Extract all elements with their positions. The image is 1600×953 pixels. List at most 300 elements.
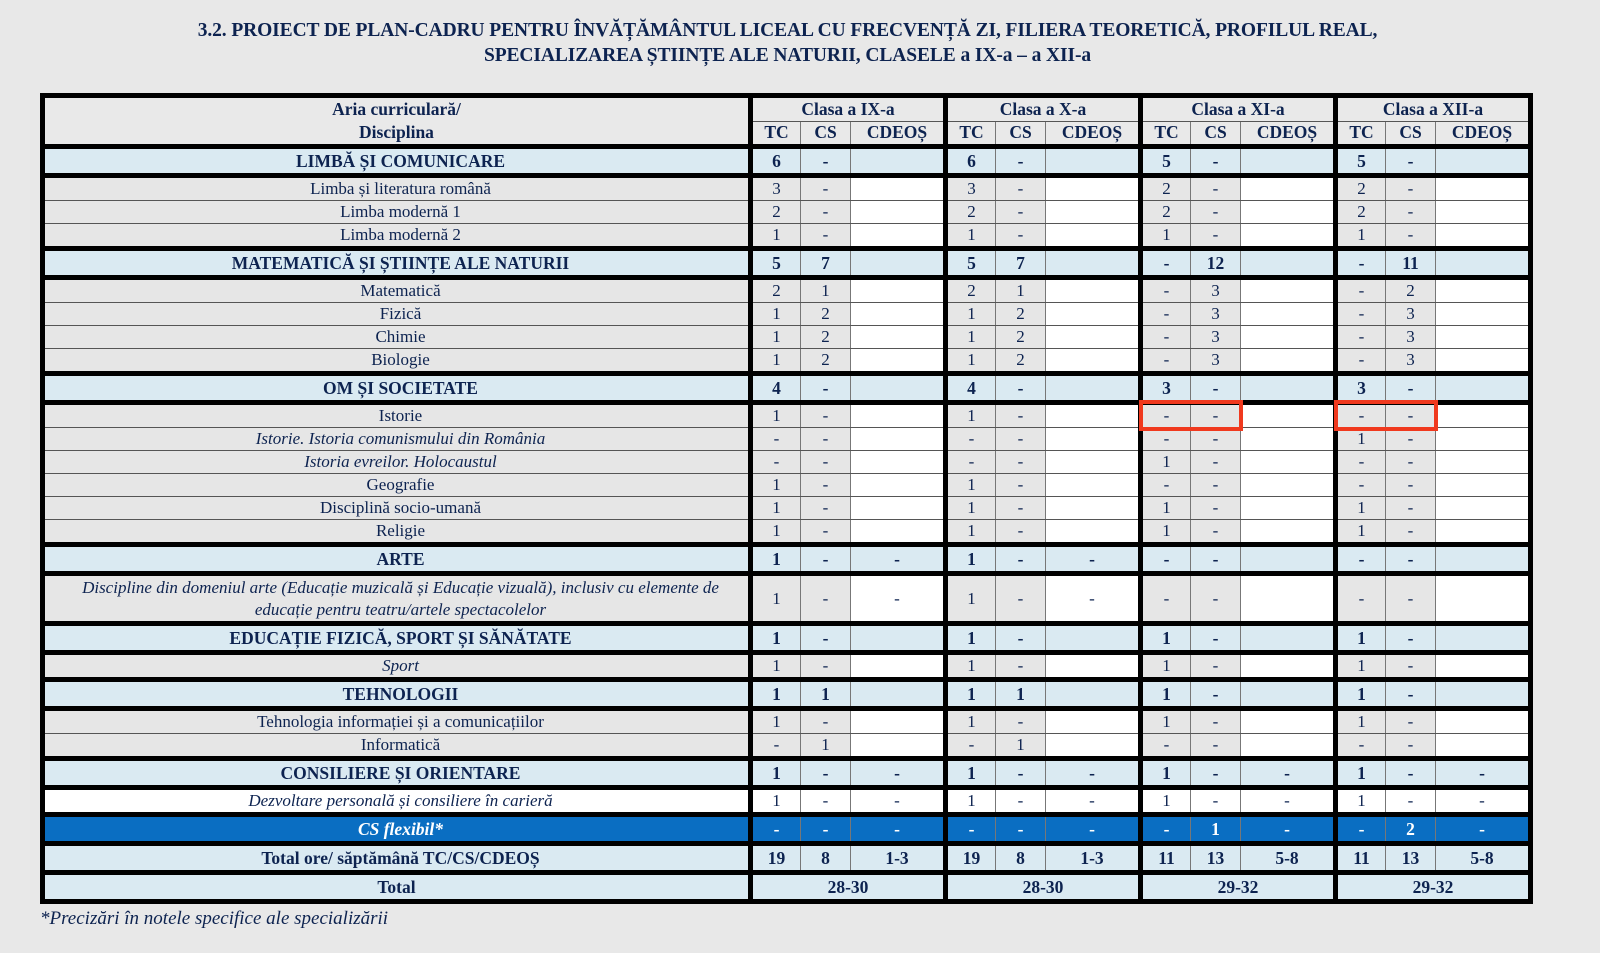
cell-ix-cs: 1 — [801, 680, 851, 709]
cell-xii-tc: - — [1336, 326, 1386, 349]
cell-xi-tc: - — [1141, 349, 1191, 374]
cell-xi-cdeos — [1241, 520, 1336, 545]
cell-x-cdeos: 1-3 — [1046, 844, 1141, 873]
cell-ix-cs: 2 — [801, 326, 851, 349]
header-area-discipline — [43, 96, 751, 147]
cell-ix-tc: 2 — [751, 201, 801, 224]
cell-ix-cs: - — [801, 497, 851, 520]
cell-ix-cdeos: 1-3 — [851, 844, 946, 873]
cell-xii-cdeos — [1436, 428, 1531, 451]
cell-ix-tc: 1 — [751, 759, 801, 788]
cell-ix-tc: 1 — [751, 520, 801, 545]
cell-ix-cs: 7 — [801, 249, 851, 278]
cell-ix-cdeos — [851, 224, 946, 249]
cell-ix-cs: - — [801, 176, 851, 201]
cell-xii-cs: - — [1386, 176, 1436, 201]
cell-xii-cdeos — [1436, 249, 1531, 278]
cell-x-cdeos — [1046, 428, 1141, 451]
subject-row — [43, 201, 1531, 224]
cell-ix-tc: 1 — [751, 497, 801, 520]
cell-ix-cs: - — [801, 574, 851, 624]
cell-xii-cs: - — [1386, 147, 1436, 176]
cell-xii-cdeos — [1436, 497, 1531, 520]
cell-xi-cs: - — [1191, 759, 1241, 788]
cell-x-tc: 1 — [946, 680, 996, 709]
cell-x-cdeos — [1046, 201, 1141, 224]
cell-ix-cs: - — [801, 545, 851, 574]
cell-xi-cdeos — [1241, 680, 1336, 709]
discipline-name: Geografie — [43, 474, 751, 497]
header-class-xi: Clasa a XI-a — [1141, 96, 1336, 122]
cell-xi-tc: - — [1141, 734, 1191, 759]
cell-x-cdeos — [1046, 680, 1141, 709]
cell-xii-tc: 3 — [1336, 374, 1386, 403]
cell-x-cdeos — [1046, 497, 1141, 520]
cell-x-cs: - — [996, 709, 1046, 734]
category-row — [43, 147, 1531, 176]
cell-xii-tc: 5 — [1336, 147, 1386, 176]
cell-x-tc: 1 — [946, 520, 996, 545]
discipline-name: Limba și literatura română — [43, 176, 751, 201]
cell-x-cdeos: - — [1046, 815, 1141, 844]
cell-xi-tc: - — [1141, 249, 1191, 278]
cell-xi-tc: - — [1141, 815, 1191, 844]
cell-xii-cdeos — [1436, 176, 1531, 201]
cell-xi-cdeos — [1241, 624, 1336, 653]
header-area-line1: Aria curriculară/ — [332, 99, 461, 119]
cell-x-cs: - — [996, 201, 1046, 224]
cell-ix-tc: 1 — [751, 788, 801, 815]
cell-x-cs: - — [996, 474, 1046, 497]
cell-ix-cs: 2 — [801, 303, 851, 326]
discipline-name: Sport — [43, 653, 751, 680]
cell-xi-tc: - — [1141, 326, 1191, 349]
header-class-x: Clasa a X-a — [946, 96, 1141, 122]
cell-xi-cs: 3 — [1191, 326, 1241, 349]
cell-ix-cdeos — [851, 349, 946, 374]
cell-x-cdeos — [1046, 734, 1141, 759]
header-tc: TC — [946, 121, 996, 147]
cell-x-cs: - — [996, 428, 1046, 451]
cell-x-cdeos — [1046, 653, 1141, 680]
subject-row — [43, 224, 1531, 249]
cell-xi-cs: - — [1191, 497, 1241, 520]
cell-ix-cdeos — [851, 653, 946, 680]
cell-x-cs: - — [996, 147, 1046, 176]
cell-xii-cs: - — [1386, 680, 1436, 709]
discipline-name: Limba modernă 2 — [43, 224, 751, 249]
cell-ix-cs: - — [801, 624, 851, 653]
cell-xi-tc: 1 — [1141, 653, 1191, 680]
title-line-2: SPECIALIZAREA ȘTIINȚE ALE NATURII, CLASELE a IX-a – a XII-a — [483, 45, 1092, 66]
cell-ix-tc: 1 — [751, 545, 801, 574]
cell-xi-cs: - — [1191, 451, 1241, 474]
cell-xii-cdeos — [1436, 653, 1531, 680]
cell-x-cs: 2 — [996, 349, 1046, 374]
cell-x-cs: - — [996, 520, 1046, 545]
title-line-1: 3.2. PROIECT DE PLAN-CADRU PENTRU ÎNVĂȚĂMÂNTUL LICEAL CU FRECVENȚĂ ZI, FILIERA TEORETICĂ, PROFILUL REAL, — [197, 20, 1378, 41]
category-row — [43, 545, 1531, 574]
discipline-name: OM ȘI SOCIETATE — [43, 374, 751, 403]
cell-xii-cdeos: - — [1436, 759, 1531, 788]
cell-xii-tc: 1 — [1336, 653, 1386, 680]
cell-x-cdeos — [1046, 147, 1141, 176]
cell-xii-cs: 2 — [1386, 815, 1436, 844]
discipline-name: EDUCAȚIE FIZICĂ, SPORT ȘI SĂNĂTATE — [43, 624, 751, 653]
cell-xii-cs: 3 — [1386, 303, 1436, 326]
cell-xii-tc: 2 — [1336, 201, 1386, 224]
cell-xi-tc: 1 — [1141, 680, 1191, 709]
cell-xi-tc: 1 — [1141, 624, 1191, 653]
subject-row — [43, 474, 1531, 497]
category-row — [43, 374, 1531, 403]
header-area-line2: Disciplina — [359, 122, 434, 142]
cell-x-tc: 5 — [946, 249, 996, 278]
cell-x-cdeos — [1046, 303, 1141, 326]
cell-xii-tc: - — [1336, 474, 1386, 497]
cell-xii-cs: - — [1386, 474, 1436, 497]
table-body — [43, 147, 1531, 873]
cell-xi-cs: 3 — [1191, 278, 1241, 303]
subject-row — [43, 709, 1531, 734]
cell-x-tc: - — [946, 815, 996, 844]
cell-x-cs: - — [996, 759, 1046, 788]
cell-x-tc: - — [946, 734, 996, 759]
cell-ix-cdeos: - — [851, 574, 946, 624]
cell-xii-cdeos — [1436, 147, 1531, 176]
cell-xi-cs: 13 — [1191, 844, 1241, 873]
discipline-name: CONSILIERE ȘI ORIENTARE — [43, 759, 751, 788]
category-row — [43, 249, 1531, 278]
cell-x-cdeos — [1046, 474, 1141, 497]
cell-xii-tc: 1 — [1336, 759, 1386, 788]
discipline-name: Religie — [43, 520, 751, 545]
cell-x-tc: 3 — [946, 176, 996, 201]
cell-xii-cs: - — [1386, 759, 1436, 788]
cell-ix-cdeos — [851, 303, 946, 326]
cell-xii-cs: - — [1386, 653, 1436, 680]
discipline-name: Istorie — [43, 403, 751, 428]
discipline-name: Disciplină socio-umană — [43, 497, 751, 520]
cell-xii-cdeos — [1436, 224, 1531, 249]
cell-xii-cs: 13 — [1386, 844, 1436, 873]
cell-xi-cs: 1 — [1191, 815, 1241, 844]
cell-ix-cs: 8 — [801, 844, 851, 873]
cell-xi-cs: 3 — [1191, 303, 1241, 326]
cell-x-cdeos — [1046, 403, 1141, 428]
cell-xii-cs: - — [1386, 734, 1436, 759]
cell-x-cs: - — [996, 624, 1046, 653]
cell-xi-cdeos — [1241, 451, 1336, 474]
cell-xi-tc: - — [1141, 303, 1191, 326]
cell-xi-cs: - — [1191, 374, 1241, 403]
cell-xii-cs: - — [1386, 788, 1436, 815]
cell-xi-cdeos — [1241, 176, 1336, 201]
cell-x-cs: 1 — [996, 734, 1046, 759]
cell-xii-cs: - — [1386, 428, 1436, 451]
cell-ix-cs: - — [801, 224, 851, 249]
cell-ix-tc: 2 — [751, 278, 801, 303]
cell-xii-cdeos — [1436, 349, 1531, 374]
cell-xi-cdeos — [1241, 653, 1336, 680]
header-cdeos: CDEOȘ — [851, 121, 946, 147]
cell-x-cs: - — [996, 451, 1046, 474]
cell-x-cs: - — [996, 403, 1046, 428]
subject-row — [43, 497, 1531, 520]
cell-xii-cs: 3 — [1386, 349, 1436, 374]
cs-flexibil-row — [43, 815, 1531, 844]
cell-x-cs: - — [996, 176, 1046, 201]
cell-x-cdeos — [1046, 374, 1141, 403]
cell-xii-cdeos — [1436, 574, 1531, 624]
cell-x-tc: 1 — [946, 349, 996, 374]
cell-xii-tc: - — [1336, 545, 1386, 574]
cell-xii-cdeos — [1436, 201, 1531, 224]
category-row — [43, 624, 1531, 653]
cell-ix-tc: - — [751, 451, 801, 474]
subject-row — [43, 451, 1531, 474]
cell-x-cs: 2 — [996, 303, 1046, 326]
cell-x-cs: - — [996, 574, 1046, 624]
cell-ix-cdeos — [851, 147, 946, 176]
cell-xi-cdeos: 5-8 — [1241, 844, 1336, 873]
cell-xii-cdeos — [1436, 278, 1531, 303]
cell-xi-tc: - — [1141, 403, 1191, 428]
cell-xi-cdeos — [1241, 303, 1336, 326]
header-cs: CS — [801, 121, 851, 147]
cell-ix-cs: 2 — [801, 349, 851, 374]
cell-x-cdeos: - — [1046, 788, 1141, 815]
cell-x-tc: - — [946, 428, 996, 451]
cell-xii-cdeos: - — [1436, 788, 1531, 815]
discipline-name: Chimie — [43, 326, 751, 349]
cell-x-tc: - — [946, 451, 996, 474]
grand-total-xi: 29-32 — [1141, 873, 1336, 902]
cell-xii-tc: - — [1336, 451, 1386, 474]
cell-xi-cdeos — [1241, 147, 1336, 176]
cell-xii-cdeos: 5-8 — [1436, 844, 1531, 873]
subject-row — [43, 788, 1531, 815]
cell-ix-tc: 1 — [751, 474, 801, 497]
cell-ix-cdeos — [851, 734, 946, 759]
cell-x-tc: 2 — [946, 278, 996, 303]
weekly-total-row — [43, 844, 1531, 873]
cell-xii-cdeos — [1436, 520, 1531, 545]
cell-xi-cs: - — [1191, 624, 1241, 653]
cell-x-tc: 1 — [946, 326, 996, 349]
cell-x-cs: - — [996, 224, 1046, 249]
grand-total-label: Total — [43, 873, 751, 902]
header-cs: CS — [1191, 121, 1241, 147]
grand-total-row — [43, 873, 1531, 902]
cell-x-tc: 1 — [946, 624, 996, 653]
cell-xii-cs: - — [1386, 224, 1436, 249]
subject-row — [43, 734, 1531, 759]
cell-xi-tc: 1 — [1141, 788, 1191, 815]
cell-xi-cs: - — [1191, 176, 1241, 201]
cell-ix-tc: 4 — [751, 374, 801, 403]
cell-xi-cs: - — [1191, 201, 1241, 224]
cell-x-cs: 1 — [996, 680, 1046, 709]
cell-x-cdeos: - — [1046, 574, 1141, 624]
cell-ix-tc: 6 — [751, 147, 801, 176]
cell-xii-tc: - — [1336, 349, 1386, 374]
cell-xi-cdeos — [1241, 474, 1336, 497]
cell-ix-cs: - — [801, 474, 851, 497]
cell-xi-cs: 3 — [1191, 349, 1241, 374]
cell-x-cdeos — [1046, 624, 1141, 653]
cell-x-tc: 2 — [946, 201, 996, 224]
cell-ix-tc: 1 — [751, 653, 801, 680]
cell-xi-cdeos — [1241, 428, 1336, 451]
cell-xi-cs: - — [1191, 545, 1241, 574]
cell-x-tc: 1 — [946, 759, 996, 788]
cell-ix-cdeos — [851, 709, 946, 734]
cell-xii-cdeos — [1436, 403, 1531, 428]
cell-xii-tc: - — [1336, 574, 1386, 624]
cell-ix-tc: 1 — [751, 574, 801, 624]
discipline-name: Total ore/ săptămână TC/CS/CDEOȘ — [43, 844, 751, 873]
subject-row — [43, 326, 1531, 349]
cell-xi-tc: 2 — [1141, 176, 1191, 201]
cell-xi-cs: - — [1191, 788, 1241, 815]
discipline-name: Matematică — [43, 278, 751, 303]
cell-xii-cs: - — [1386, 201, 1436, 224]
cell-xi-cs: - — [1191, 574, 1241, 624]
cell-ix-cdeos — [851, 278, 946, 303]
cell-xi-cdeos — [1241, 574, 1336, 624]
cell-ix-cdeos — [851, 176, 946, 201]
cell-xii-tc: 1 — [1336, 224, 1386, 249]
cell-x-tc: 1 — [946, 403, 996, 428]
subject-row — [43, 349, 1531, 374]
cell-ix-cdeos: - — [851, 815, 946, 844]
cell-xii-cs: - — [1386, 403, 1436, 428]
cell-ix-cs: 1 — [801, 734, 851, 759]
cell-ix-tc: 5 — [751, 249, 801, 278]
subject-row — [43, 428, 1531, 451]
cell-xii-tc: 1 — [1336, 788, 1386, 815]
cell-xi-cdeos — [1241, 224, 1336, 249]
cell-x-cs: 1 — [996, 278, 1046, 303]
discipline-name: Limba modernă 1 — [43, 201, 751, 224]
cell-ix-tc: 1 — [751, 326, 801, 349]
discipline-name: Istoria evreilor. Holocaustul — [43, 451, 751, 474]
cell-ix-cs: - — [801, 788, 851, 815]
cell-xi-tc: 1 — [1141, 759, 1191, 788]
discipline-name: TEHNOLOGII — [43, 680, 751, 709]
cell-ix-cs: - — [801, 428, 851, 451]
cell-x-tc: 1 — [946, 545, 996, 574]
cell-x-cdeos — [1046, 278, 1141, 303]
cell-xii-cdeos — [1436, 326, 1531, 349]
cell-x-cs: - — [996, 497, 1046, 520]
cell-x-tc: 1 — [946, 709, 996, 734]
cell-xii-tc: 1 — [1336, 624, 1386, 653]
cell-ix-cs: - — [801, 653, 851, 680]
cell-xi-cdeos — [1241, 497, 1336, 520]
header-cs: CS — [996, 121, 1046, 147]
cell-xi-cdeos: - — [1241, 788, 1336, 815]
cell-xii-cs: 3 — [1386, 326, 1436, 349]
cell-xi-cdeos — [1241, 545, 1336, 574]
cell-xii-tc: - — [1336, 734, 1386, 759]
cell-xii-cdeos — [1436, 680, 1531, 709]
cell-xi-cdeos: - — [1241, 759, 1336, 788]
cell-ix-cdeos — [851, 680, 946, 709]
cell-xi-tc: 1 — [1141, 497, 1191, 520]
cell-ix-cs: - — [801, 201, 851, 224]
cell-xi-tc: 1 — [1141, 520, 1191, 545]
cell-ix-tc: 1 — [751, 349, 801, 374]
cell-xii-cs: 2 — [1386, 278, 1436, 303]
cell-xii-cs: - — [1386, 545, 1436, 574]
cell-ix-cdeos: - — [851, 759, 946, 788]
cell-x-cdeos — [1046, 326, 1141, 349]
cell-ix-tc: 1 — [751, 624, 801, 653]
cell-ix-cdeos — [851, 474, 946, 497]
cell-xi-tc: 5 — [1141, 147, 1191, 176]
cell-x-cs: - — [996, 788, 1046, 815]
subject-row — [43, 653, 1531, 680]
cell-xii-cdeos — [1436, 303, 1531, 326]
cell-ix-cs: - — [801, 709, 851, 734]
subject-row — [43, 403, 1531, 428]
category-row — [43, 680, 1531, 709]
cell-x-cdeos — [1046, 451, 1141, 474]
cell-xi-tc: 3 — [1141, 374, 1191, 403]
cell-x-tc: 4 — [946, 374, 996, 403]
cell-xi-cdeos — [1241, 734, 1336, 759]
cell-xii-cs: - — [1386, 520, 1436, 545]
discipline-name: Informatică — [43, 734, 751, 759]
cell-xii-cdeos — [1436, 374, 1531, 403]
header-class-xii: Clasa a XII-a — [1336, 96, 1531, 122]
cell-x-tc: 6 — [946, 147, 996, 176]
cell-xi-cdeos — [1241, 349, 1336, 374]
cell-ix-cs: - — [801, 759, 851, 788]
cell-x-cs: 8 — [996, 844, 1046, 873]
grand-total-ix: 28-30 — [751, 873, 946, 902]
subject-row — [43, 520, 1531, 545]
cell-xii-cs: - — [1386, 709, 1436, 734]
cell-xi-cs: 12 — [1191, 249, 1241, 278]
cell-xii-cs: - — [1386, 574, 1436, 624]
cell-xi-cs: - — [1191, 147, 1241, 176]
cell-ix-cs: - — [801, 815, 851, 844]
cell-x-tc: 19 — [946, 844, 996, 873]
cell-ix-cdeos — [851, 403, 946, 428]
cell-x-cdeos — [1046, 349, 1141, 374]
cell-xii-cdeos — [1436, 734, 1531, 759]
header-cdeos: CDEOȘ — [1046, 121, 1141, 147]
cell-xi-cs: - — [1191, 428, 1241, 451]
category-row — [43, 759, 1531, 788]
discipline-name: Discipline din domeniul arte (Educație muzicală și Educație vizuală), inclusiv cu elemente de educație pentru teatru/artele spectacolelor — [43, 574, 751, 624]
cell-xii-cdeos — [1436, 624, 1531, 653]
cell-x-tc: 1 — [946, 497, 996, 520]
discipline-name: MATEMATICĂ ȘI ȘTIINȚE ALE NATURII — [43, 249, 751, 278]
cell-xi-tc: - — [1141, 278, 1191, 303]
cell-xi-tc: - — [1141, 474, 1191, 497]
header-row-classes — [43, 96, 1531, 122]
cell-xii-cdeos — [1436, 709, 1531, 734]
cell-xi-cs: - — [1191, 734, 1241, 759]
header-cdeos: CDEOȘ — [1436, 121, 1531, 147]
cell-xii-cs: - — [1386, 374, 1436, 403]
cell-xi-tc: - — [1141, 428, 1191, 451]
cell-x-cdeos — [1046, 224, 1141, 249]
